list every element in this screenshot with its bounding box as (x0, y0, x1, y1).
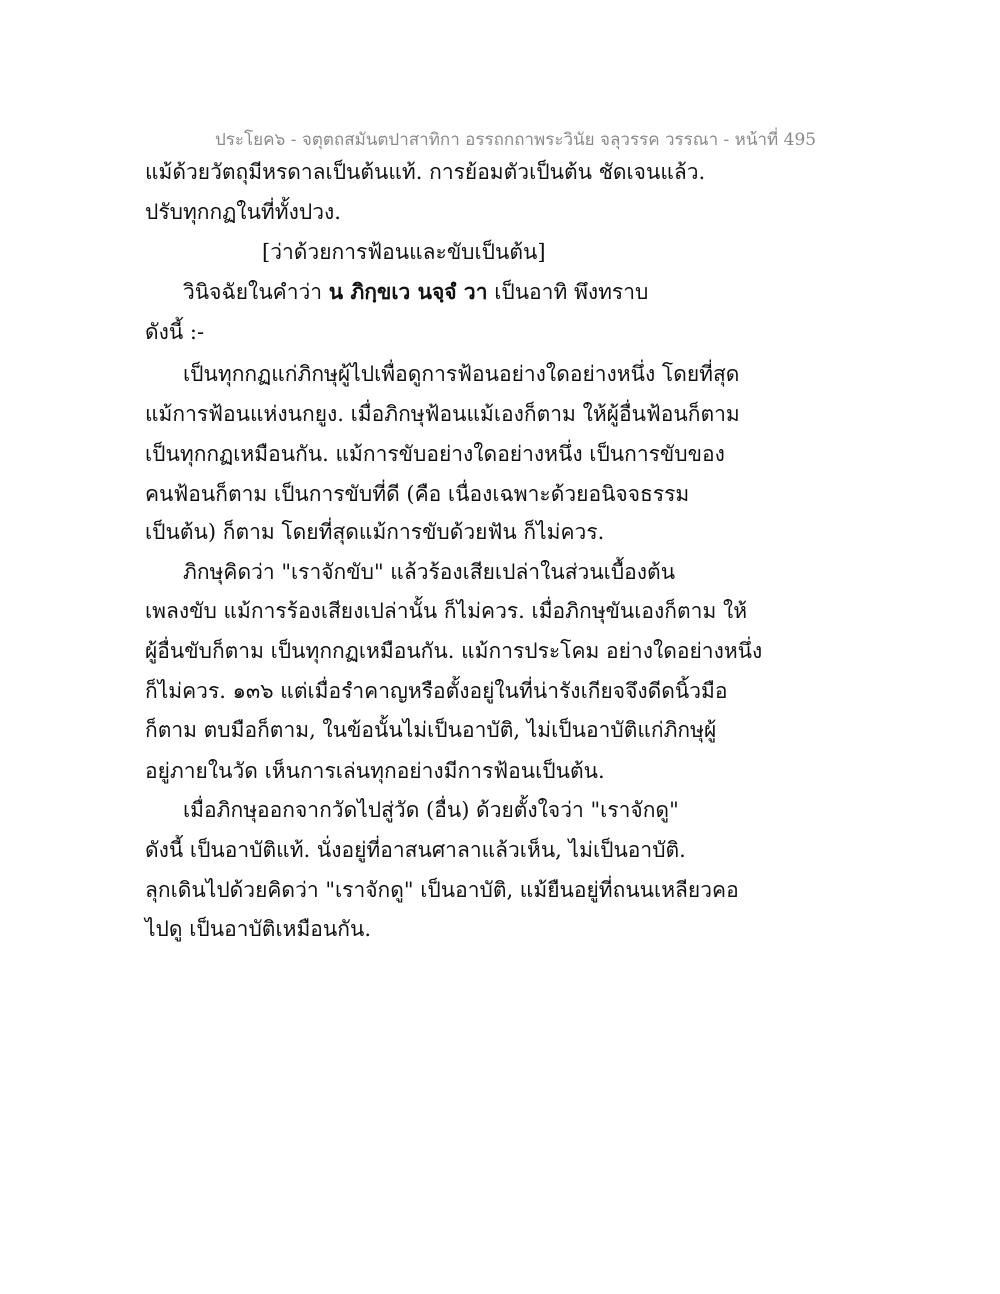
text-line: คนฟ้อนก็ตาม เป็นการขับที่ดี (คือ เนื่องเฉพาะด้วยอนิจจธรรม (145, 482, 690, 506)
text-line: เพลงขับ แม้การร้องเสียงเปล่านั้น ก็ไม่ควร. เมื่อภิกษุขันเองก็ตาม ให้ (145, 599, 748, 623)
pali-term: น ภิกฺขเว นจฺจํ วา (328, 279, 488, 304)
text-line: ก็ไม่ควร. ๑๓๖ แต่เมื่อรำคาญหรือตั้งอยู่ในที่น่ารังเกียจจึงดีดนิ้วมือ (145, 679, 728, 703)
text-line: ผู้อื่นขับก็ตาม เป็นทุกกฏเหมือนกัน. แม้การประโคม อย่างใดอย่างหนึ่ง (145, 639, 763, 663)
text-line: ก็ตาม ตบมือก็ตาม, ในข้อนั้นไม่เป็นอาบัติ, ไม่เป็นอาบัติแก่ภิกษุผู้ (145, 718, 717, 742)
text-line: อยู่ภายในวัด เห็นการเล่นทุกอย่างมีการฟ้อนเป็นต้น. (145, 759, 605, 783)
text-line: เป็นทุกกฏเหมือนกัน. แม้การขับอย่างใดอย่างหนึ่ง เป็นการขับของ (145, 442, 725, 466)
text-line: ลุกเดินไปด้วยคิดว่า "เราจักดู" เป็นอาบัติ, แม้ยืนอยู่ที่ถนนเหลียวคอ (145, 878, 739, 902)
text-line: ดังนี้ :- (145, 320, 205, 344)
text-line: แม้การฟ้อนแห่งนกยูง. เมื่อภิกษุฟ้อนแม้เองก็ตาม ให้ผู้อื่นฟ้อนก็ตาม (145, 402, 740, 426)
text-line: แม้ด้วยวัตถุมีหรดาลเป็นต้นแท้. การย้อมตัวเป็นต้น ชัดเจนแล้ว. (145, 160, 706, 184)
text-line (183, 278, 648, 306)
text-line: ไปดู เป็นอาบัติเหมือนกัน. (145, 917, 372, 941)
text-line: เมื่อภิกษุออกจากวัดไปสู่วัด (อื่น) ด้วยตั้งใจว่า "เราจักดู" (183, 798, 679, 822)
text-line: เป็นทุกกฏแก่ภิกษุผู้ไปเพื่อดูการฟ้อนอย่างใดอย่างหนึ่ง โดยที่สุด (183, 362, 740, 386)
text-span: เป็นอาทิ พึงทราบ (487, 280, 649, 304)
section-heading: [ว่าด้วยการฟ้อนและขับเป็นต้น] (262, 240, 546, 264)
text-span: วินิจฉัยในคำว่า (183, 280, 329, 304)
text-line: ปรับทุกกฏในที่ทั้งปวง. (145, 200, 341, 224)
text-line: เป็นต้น) ก็ตาม โดยที่สุดแม้การขับด้วยฟัน ก็ไม่ควร. (145, 520, 605, 544)
page-header: ประโยค๖ - จตุตถสมันตปาสาทิกา อรรถกถาพระวินัย จลุวรรค วรรณา - หน้าที่ 495 (215, 130, 817, 150)
text-line: ภิกษุคิดว่า "เราจักขับ" แล้วร้องเสียเปล่าในส่วนเบื้องต้น (183, 560, 676, 584)
text-line: ดังนี้ เป็นอาบัติแท้. นั่งอยู่ที่อาสนศาลาแล้วเห็น, ไม่เป็นอาบัติ. (145, 838, 686, 862)
